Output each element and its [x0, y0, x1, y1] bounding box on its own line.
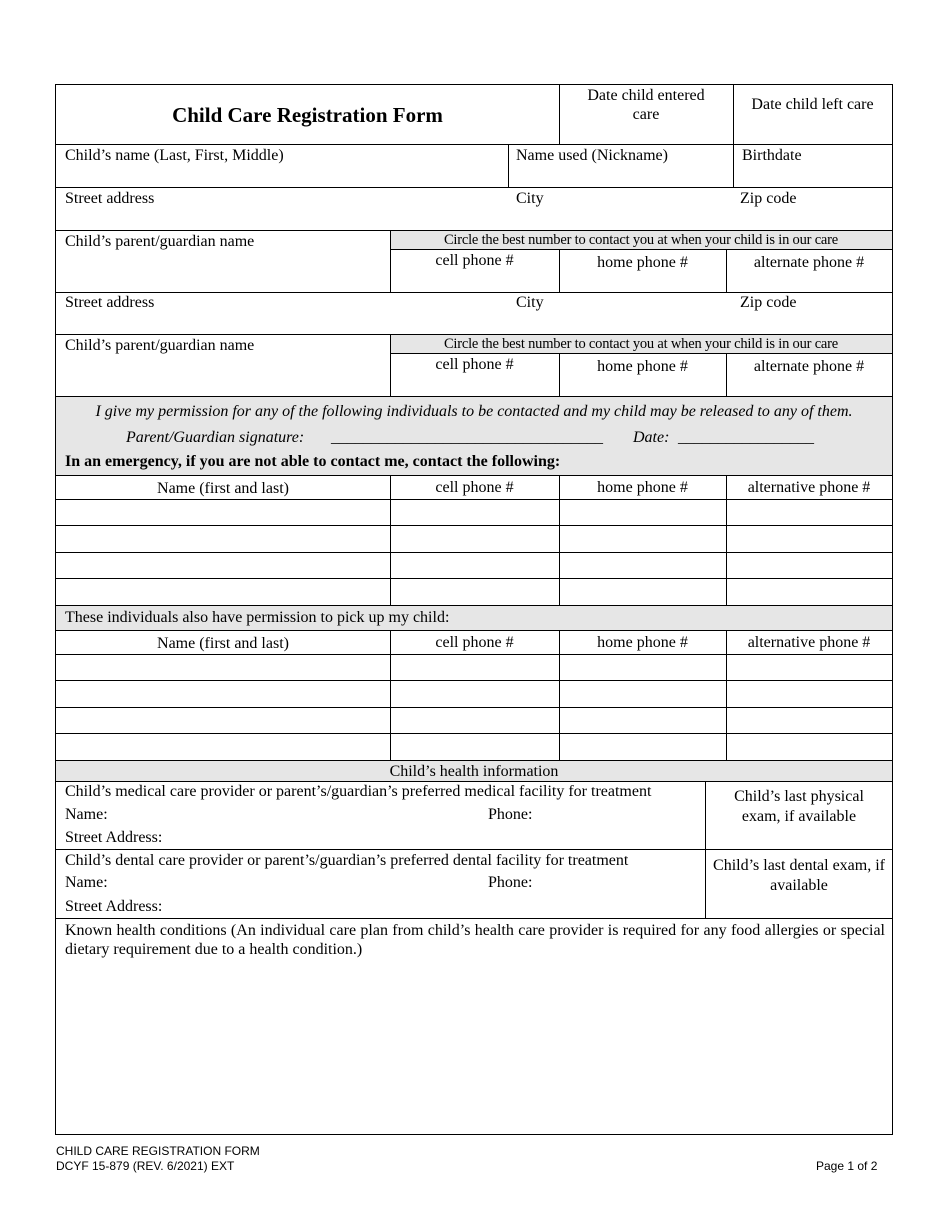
- footer-form-number: DCYF 15-879 (REV. 6/2021) EXT: [56, 1159, 235, 1173]
- child-street-field[interactable]: [65, 209, 507, 229]
- guardian-city-label: City: [516, 294, 544, 311]
- dental-phone-label: Phone:: [488, 874, 533, 891]
- rule-emergency-header: [56, 499, 892, 500]
- guardian-1-home-field[interactable]: [563, 271, 726, 291]
- footer-page-number: Page 1 of 2: [816, 1159, 878, 1173]
- guardian-city-field[interactable]: [516, 313, 732, 333]
- rule-pickup-row-1: [56, 680, 892, 681]
- dental-exam-label: Child’s last dental exam, if available: [713, 857, 885, 894]
- rule-circle-note-2: [390, 353, 892, 354]
- guardian-2-home-field[interactable]: [563, 375, 726, 395]
- date-left-label: Date child left care: [751, 96, 874, 113]
- signature-label: Parent/Guardian signature:: [126, 429, 305, 446]
- pickup-name-header: Name (first and last): [157, 635, 289, 652]
- medical-provider-label: Child’s medical care provider or parent’s/guardian’s preferred medical facility for treatment: [65, 783, 652, 800]
- date-entered-label: Date child entered care: [587, 87, 705, 123]
- emergency-heading: In an emergency, if you are not able to contact me, contact the following:: [65, 453, 561, 470]
- emergency-name-header: Name (first and last): [157, 480, 289, 497]
- health-section-title: Child’s health information: [389, 763, 559, 780]
- guardian-1-alt-label: alternate phone #: [753, 254, 865, 271]
- guardian-1-name-field[interactable]: [65, 265, 389, 285]
- dental-name-field[interactable]: [116, 873, 480, 893]
- nickname-field[interactable]: [516, 166, 732, 186]
- guardian-2-cell-field[interactable]: [394, 375, 559, 395]
- date-line[interactable]: _________________: [678, 429, 814, 446]
- emergency-home-header: home phone #: [597, 479, 688, 496]
- dental-address-label: Street Address:: [65, 898, 163, 915]
- child-name-field[interactable]: [65, 166, 507, 186]
- rule-circle-note-1: [390, 249, 892, 250]
- rule-emergency-row-4: [56, 605, 892, 606]
- rule-emergency-row-1: [56, 525, 892, 526]
- medical-phone-label: Phone:: [488, 806, 533, 823]
- rule-emergency-row-2: [56, 552, 892, 553]
- form-title: Child Care Registration Form: [172, 103, 443, 127]
- known-health-conditions-label: Known health conditions (An individual care plan from child’s health care provider is required for any food allergies or special dietary requirement due to a health condition.): [65, 922, 885, 958]
- guardian-2-alt-label: alternate phone #: [753, 358, 865, 375]
- col-nickname-left: [508, 144, 509, 187]
- registration-form: [55, 84, 893, 1135]
- guardian-1-home-label: home phone #: [597, 254, 688, 271]
- nickname-label: Name used (Nickname): [516, 147, 668, 164]
- birthdate-label: Birthdate: [742, 147, 802, 164]
- child-street-label: Street address: [65, 190, 155, 207]
- footer-form-name: CHILD CARE REGISTRATION FORM: [56, 1144, 260, 1158]
- rule-medical: [56, 849, 892, 850]
- pickup-home-header: home phone #: [597, 634, 688, 651]
- guardian-2-alt-field[interactable]: [730, 375, 892, 395]
- guardian-street-label: Street address: [65, 294, 155, 311]
- child-zip-label: Zip code: [740, 190, 797, 207]
- col-health-exam: [705, 781, 706, 918]
- rule-after-guardian-2: [56, 396, 892, 397]
- rule-pickup-header: [56, 654, 892, 655]
- emergency-cell-header: cell phone #: [435, 479, 514, 496]
- emergency-alt-header: alternative phone #: [747, 479, 871, 496]
- permission-statement: I give my permission for any of the following individuals to be contacted and my child may be released to any of them.: [95, 403, 853, 420]
- date-entered-field[interactable]: [562, 125, 734, 145]
- medical-phone-field[interactable]: [540, 805, 704, 825]
- rule-pickup-row-4: [56, 760, 892, 761]
- medical-address-label: Street Address:: [65, 829, 163, 846]
- dental-provider-label: Child’s dental care provider or parent’s/guardian’s preferred dental facility for treatment: [65, 852, 629, 869]
- medical-address-field[interactable]: [176, 828, 704, 848]
- dental-phone-field[interactable]: [540, 873, 704, 893]
- guardian-zip-field[interactable]: [740, 313, 892, 333]
- date-left-field[interactable]: [736, 125, 893, 145]
- guardian-2-cell-label: cell phone #: [435, 356, 514, 373]
- rule-pickup-row-3: [56, 733, 892, 734]
- guardian-zip-label: Zip code: [740, 294, 797, 311]
- rule-emergency-header-top: [56, 475, 892, 476]
- guardian-1-circle-note: Circle the best number to contact you at when your child is in our care: [443, 232, 839, 248]
- guardian-1-cell-field[interactable]: [394, 271, 559, 291]
- rule-emergency-row-3: [56, 578, 892, 579]
- date-label: Date:: [633, 429, 670, 446]
- pickup-alt-header: alternative phone #: [747, 634, 871, 651]
- guardian-2-home-label: home phone #: [597, 358, 688, 375]
- guardian-2-name-field[interactable]: [65, 369, 389, 389]
- rule-pickup-row-2: [56, 707, 892, 708]
- rule-pickup-heading: [56, 630, 892, 631]
- birthdate-field[interactable]: [742, 166, 892, 186]
- signature-line[interactable]: __________________________________: [331, 429, 603, 446]
- dental-address-field[interactable]: [176, 897, 704, 917]
- child-city-field[interactable]: [516, 209, 732, 229]
- child-zip-field[interactable]: [740, 209, 892, 229]
- child-city-label: City: [516, 190, 544, 207]
- physical-exam-label: Child’s last physical exam, if available: [734, 788, 864, 825]
- guardian-1-cell-label: cell phone #: [435, 252, 514, 269]
- pickup-cell-header: cell phone #: [435, 634, 514, 651]
- guardian-1-name-label: Child’s parent/guardian name: [65, 233, 255, 250]
- known-health-conditions-field[interactable]: [65, 965, 887, 1129]
- medical-name-label: Name:: [65, 806, 108, 823]
- dental-name-label: Name:: [65, 874, 108, 891]
- col-date-entered-left: [559, 85, 560, 144]
- child-name-label: Child’s name (Last, First, Middle): [65, 147, 284, 164]
- pickup-heading: These individuals also have permission to pick up my child:: [65, 609, 450, 626]
- medical-name-field[interactable]: [116, 805, 480, 825]
- rule-dental: [56, 918, 892, 919]
- rule-after-child-name: [56, 187, 892, 188]
- guardian-street-field[interactable]: [65, 313, 507, 333]
- guardian-2-name-label: Child’s parent/guardian name: [65, 337, 255, 354]
- guardian-2-circle-note: Circle the best number to contact you at when your child is in our care: [443, 336, 839, 352]
- guardian-1-alt-field[interactable]: [730, 271, 892, 291]
